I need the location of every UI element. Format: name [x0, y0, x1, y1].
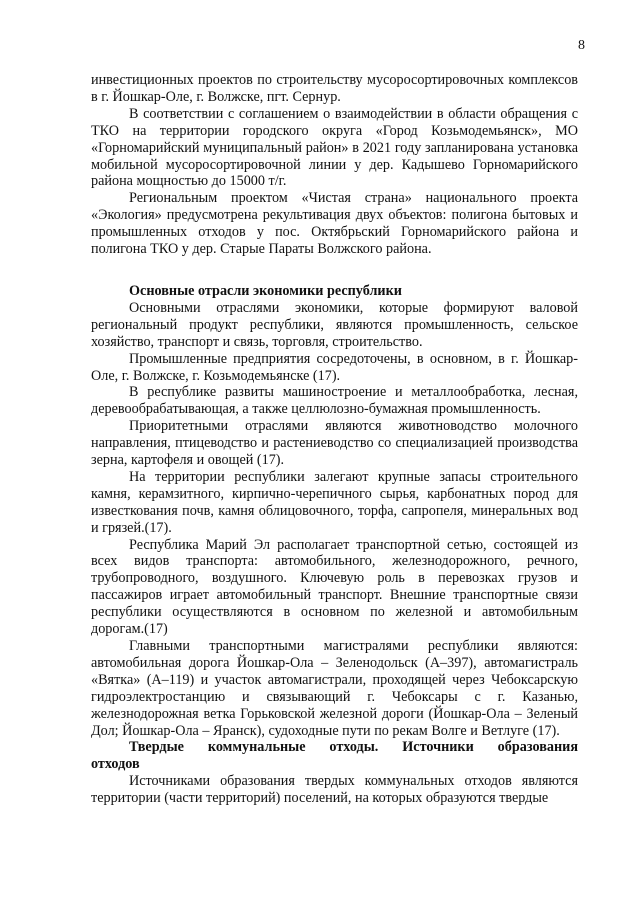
section-heading-continuation: отходов — [91, 756, 140, 773]
paragraph: Приоритетными отраслями являются животноводство молочного направления, птицеводство и растениеводство со специализацией производства зерна, картофеля и овощей (17). — [91, 418, 578, 469]
document-body — [91, 72, 578, 807]
paragraph: Региональным проектом «Чистая страна» национального проекта «Экология» предусмотрена рекультивация двух объектов: полигона бытовых и промышленных отходов у пос. Октябрьский Горномарийского района и полигона ТКО у дер. Старые Параты Волжского района. — [91, 190, 578, 258]
paragraph: Основными отраслями экономики, которые формируют валовой региональный продукт республики, являются промышленность, сельское хозяйство, транспорт и связь, торговля, строительство. — [91, 299, 578, 350]
section-heading: Основные отрасли экономики республики — [129, 282, 402, 299]
paragraph: инвестиционных проектов по строительству мусоросортировочных комплексов в г. Йошкар-Оле, г. Волжске, пгт. Сернур. — [91, 72, 578, 105]
paragraph: Главными транспортными магистралями республики являются: автомобильная дорога Йошкар-Ола – Зеленодольск (А–397), автомагистраль «Вятка» (А–119) и участок автомагистрали, проходящей через Чебоксарскую гидроэлектростанцию и связывающий г. Чебоксары с г. Казанью, железнодорожная ветка Горьковской железной дороги (Йошкар-Ола – Зеленый Дол; Йошкар-Ола – Яранск), судоходные пути по рекам Волге и Ветлуге (17). — [91, 638, 578, 739]
paragraph: В соответствии с соглашением о взаимодействии в области обращения с ТКО на территории городского округа «Город Козьмодемьянск», МО «Горномарийский муниципальный район» в 2021 году запланирована установка мобильной мусоросортировочной линии у дер. Кадышево Горномарийского района мощностью до 15000 т/г. — [91, 105, 578, 190]
page-number: 8 — [578, 38, 585, 53]
section-gap — [91, 258, 578, 283]
paragraph: На территории республики залегают крупные запасы строительного камня, керамзитного, кирпично-черепичного сырья, карбонатных пород для известкования почв, камня облицовочного, торфа, сапропеля, минеральных вод и грязей.(17). — [91, 468, 578, 536]
paragraph: Республика Марий Эл располагает транспортной сетью, состоящей из всех видов транспорта: автомобильного, железнодорожного, речного, трубопроводного, воздушного. Ключевую роль в перевозках грузов и пассажиров играет автомобильный транспорт. Внешние транспортные связи республики осуществляются в основном по железной и автомобильным дорогам.(17) — [91, 536, 578, 638]
section-heading: Твердые коммунальные отходы. Источники образования — [129, 739, 578, 756]
paragraph: Промышленные предприятия сосредоточены, в основном, в г. Йошкар-Оле, г. Волжске, г. Козьмодемьянске (17). — [91, 350, 578, 384]
paragraph: В республике развиты машиностроение и металлообработка, лесная, деревообрабатывающая, а также целлюлозно-бумажная промышленность. — [91, 384, 578, 418]
paragraph: Источниками образования твердых коммунальных отходов являются территории (части территорий) поселений, на которых образуются твердые — [91, 773, 578, 807]
